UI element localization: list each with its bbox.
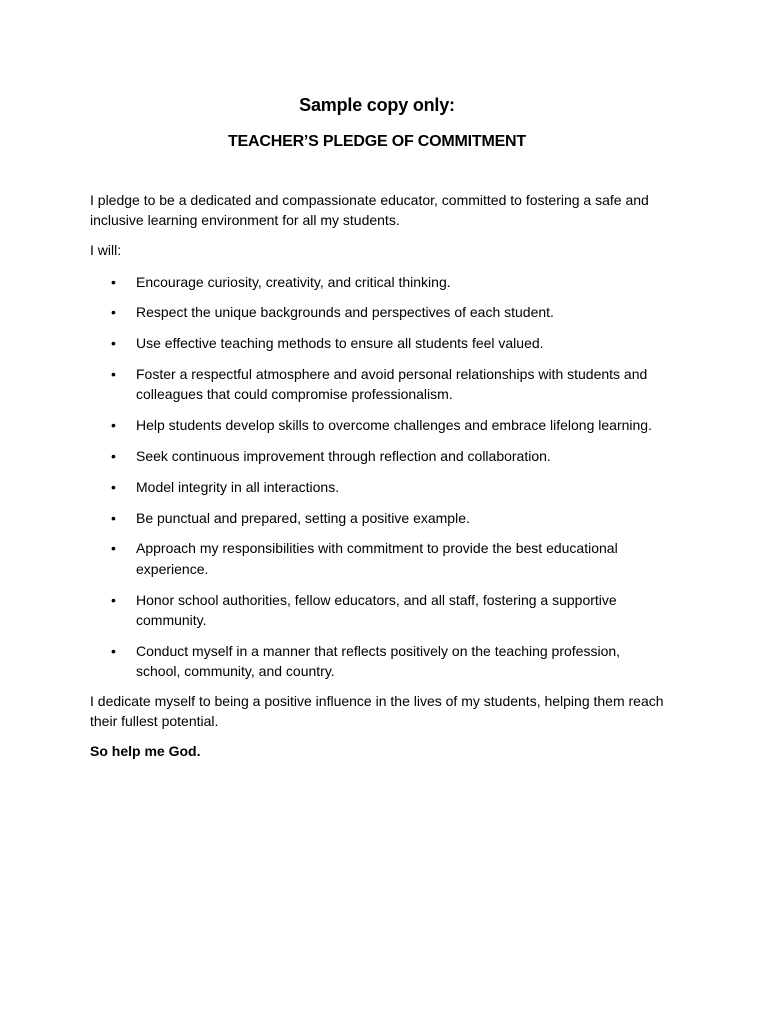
bullet-icon: • xyxy=(111,365,116,382)
document-title: Sample copy only: xyxy=(299,95,455,115)
pledge-item xyxy=(90,590,664,631)
pledge-text: Honor school authorities, fellow educators, and all staff, fostering a supportive community. xyxy=(136,591,617,629)
bullet-icon: • xyxy=(111,478,116,495)
i-will-label: I will: xyxy=(90,242,122,258)
pledge-text: Be punctual and prepared, setting a positive example. xyxy=(136,509,470,526)
pledge-item xyxy=(90,446,664,467)
pledge-item xyxy=(90,538,664,579)
pledge-text: Use effective teaching methods to ensure all students feel valued. xyxy=(136,335,544,352)
pledge-text: Foster a respectful atmosphere and avoid personal relationships with students and colleagues that could compromise professionalism. xyxy=(136,365,648,403)
pledge-item xyxy=(90,302,664,323)
pledge-item xyxy=(90,477,664,498)
pledge-item xyxy=(90,272,664,293)
bullet-icon: • xyxy=(111,335,116,352)
bullet-icon: • xyxy=(111,273,116,290)
pledge-list xyxy=(90,272,664,682)
pledge-text: Help students develop skills to overcome challenges and embrace lifelong learning. xyxy=(136,417,652,434)
pledge-heading: TEACHER’S PLEDGE OF COMMITMENT xyxy=(227,133,526,150)
dedication-paragraph: I dedicate myself to being a positive influence in the lives of my students, helping them reach their fullest potential. xyxy=(90,693,664,729)
pledge-text: Approach my responsibilities with commitment to provide the best educational experience. xyxy=(136,540,618,577)
intro-paragraph: I pledge to be a dedicated and compassionate educator, committed to fostering a safe and inclusive learning environment for all my students. xyxy=(90,192,649,228)
pledge-text: Conduct myself in a manner that reflects positively on the teaching profession, school, community, and country. xyxy=(136,642,621,680)
bullet-icon: • xyxy=(111,591,116,608)
pledge-text: Respect the unique backgrounds and perspectives of each student. xyxy=(136,304,554,321)
pledge-item xyxy=(90,508,664,529)
pledge-item xyxy=(90,333,664,354)
pledge-item xyxy=(90,364,664,405)
pledge-text: Model integrity in all interactions. xyxy=(136,478,340,495)
bullet-icon: • xyxy=(111,540,116,557)
bullet-icon: • xyxy=(111,509,116,526)
pledge-item xyxy=(90,415,664,436)
bullet-icon: • xyxy=(111,417,116,434)
pledge-text: Encourage curiosity, creativity, and critical thinking. xyxy=(136,273,451,290)
bullet-icon: • xyxy=(111,447,116,464)
pledge-item xyxy=(90,641,664,682)
closing-line: So help me God. xyxy=(90,743,201,760)
pledge-text: Seek continuous improvement through reflection and collaboration. xyxy=(136,447,551,464)
bullet-icon: • xyxy=(111,642,116,659)
bullet-icon: • xyxy=(111,304,116,321)
